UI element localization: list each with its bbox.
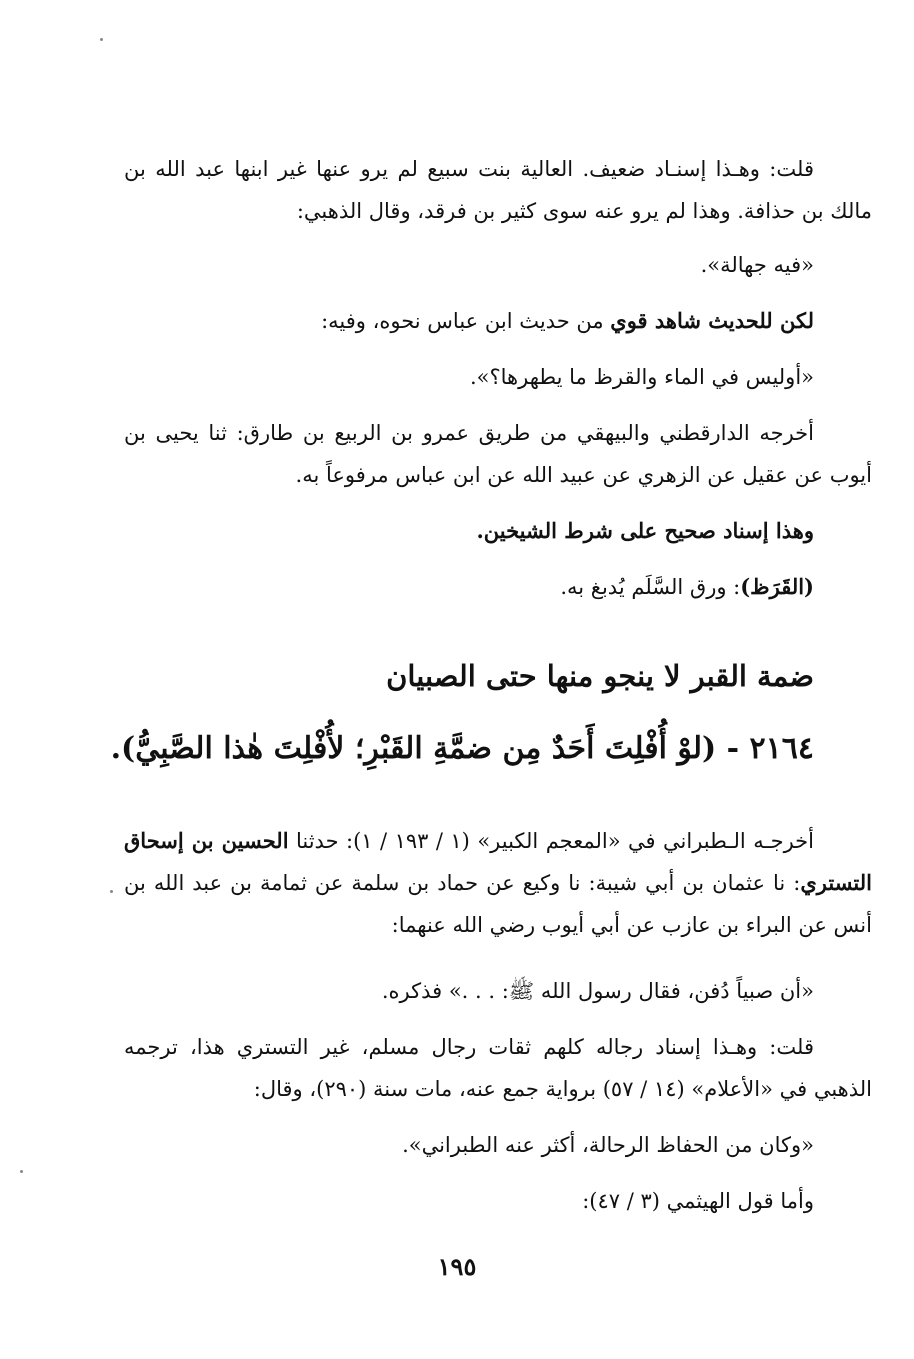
- section-heading: ضمة القبر لا ينجو منها حتى الصبيان: [386, 659, 814, 693]
- quote-huffaz: [124, 1124, 872, 1166]
- paragraph-text: قلت: وهـذا إسنـاد ضعيف. العالية بنت سبيع لم يرو عنها غير ابنها عبد الله بن مالك بن حذافة. وهذا لم يرو عنه سوى كثير بن فرقد، وقال الذهبي:: [124, 157, 872, 223]
- bold-phrase: لكن للحديث شاهد قوي: [610, 308, 814, 333]
- paragraph-takhrij: [124, 412, 872, 496]
- paragraph-haythami: [124, 1180, 872, 1222]
- defined-term: (القَرَظ): [740, 574, 814, 599]
- hadith-text: ٢١٦٤ - (لوْ أُفْلِتَ أَحَدٌ مِن ضمَّةِ القَبْرِ؛ لأُفْلِتَ هٰذا الصَّبِيُّ).: [110, 731, 814, 766]
- bold-narrator: الحسين بن إسحاق التستري: [124, 828, 872, 895]
- scan-speck: [110, 890, 113, 893]
- paragraph-text: قلت: وهـذا إسناد رجاله كلهم ثقات رجال مسلم، غير التستري هذا، ترجمه الذهبي في «الأعلام» (١٤ / ٥٧) برواية جمع عنه، مات سنة (٢٩٠)، وقال:: [124, 1035, 872, 1101]
- paragraph-tabarani: [124, 820, 872, 946]
- quote-text: «وكان من الحفاظ الرحالة، أكثر عنه الطبراني».: [402, 1133, 814, 1157]
- paragraph-text: وهذا إسناد صحيح على شرط الشيخين.: [476, 518, 814, 543]
- scan-speck: [100, 38, 103, 41]
- paragraph-text: : نا عثمان بن أبي شيبة: نا وكيع عن حماد بن سلمة عن ثمامة بن عبد الله بن أنس عن البراء بن عازب عن أبي أيوب رضي الله عنهما:: [124, 871, 872, 937]
- paragraph-definition: [124, 566, 872, 608]
- quote-fihi-jahala: [124, 244, 872, 286]
- quote-text: «أن صبياً دُفن، فقال رسول الله ﷺ: . . .» فذكره.: [381, 979, 814, 1003]
- paragraph-text: أخرجه الدارقطني والبيهقي من طريق عمرو بن الربيع بن طارق: ثنا يحيى بن أيوب عن عقيل عن الزهري عن عبيد الله عن ابن عباس مرفوعاً به.: [124, 421, 872, 487]
- quote-text: «أوليس في الماء والقرظ ما يطهرها؟».: [469, 365, 814, 389]
- paragraph-thiqat: [124, 1026, 872, 1110]
- quote-text: «فيه جهالة».: [700, 253, 814, 277]
- paragraph-text: من حديث ابن عباس نحوه، وفيه:: [321, 309, 611, 333]
- paragraph-sahih: [124, 510, 872, 552]
- paragraph-shahid: [124, 300, 872, 342]
- page-number: ١٩٥: [437, 1252, 477, 1281]
- quote-qaraz: [124, 356, 872, 398]
- paragraph-text: : ورق السَّلَم يُدبغ به.: [560, 575, 741, 599]
- paragraph-text: وأما قول الهيثمي (٣ / ٤٧):: [582, 1189, 814, 1213]
- quote-sabiy: [124, 970, 872, 1012]
- paragraph-text: أخرجـه الـطبراني في «المعجم الكبير» (١ / ١٩٣ / ١): حدثنا: [288, 829, 814, 853]
- paragraph-isnad-weak: [124, 148, 872, 232]
- scan-speck: [20, 1170, 23, 1173]
